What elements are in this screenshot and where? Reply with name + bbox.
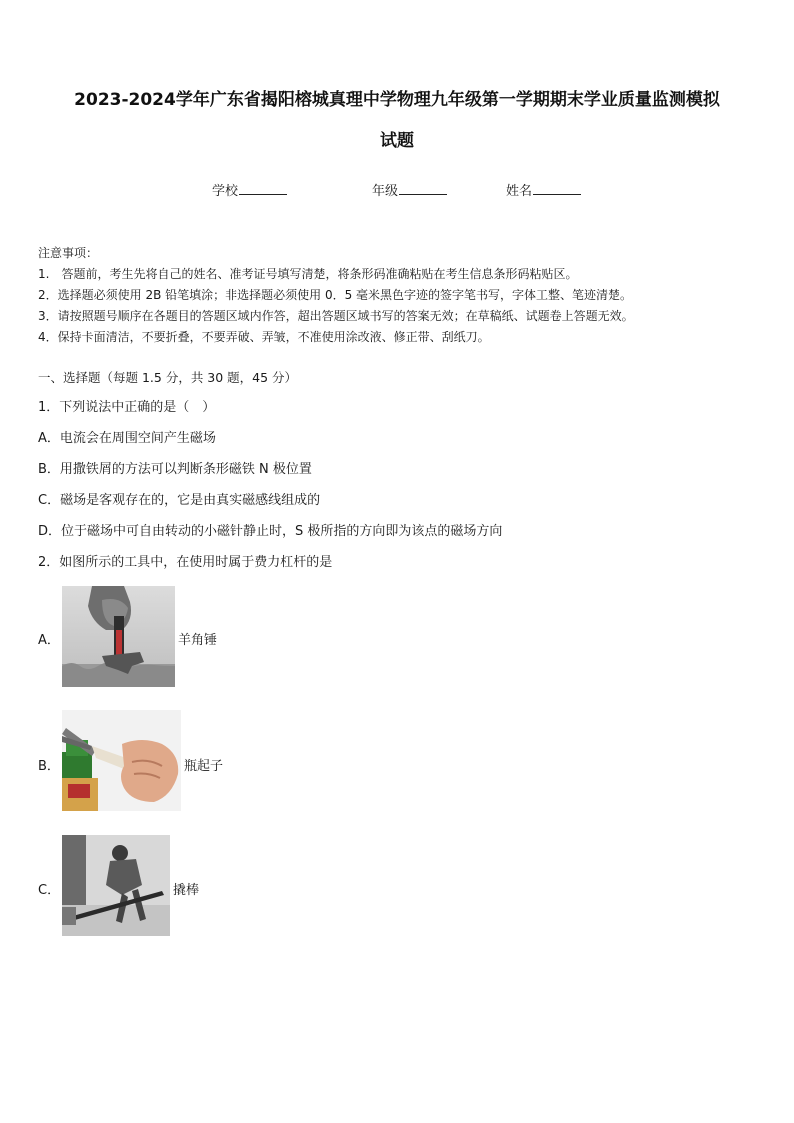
bottle-opener-photo-icon bbox=[62, 710, 181, 811]
grade-label: 年级 bbox=[372, 184, 399, 199]
question-1-option-c[interactable]: C．磁场是客观存在的，它是由真实磁感线组成的 bbox=[38, 493, 321, 508]
question-2-option-b-label[interactable]: B． bbox=[38, 759, 60, 774]
question-1-option-a[interactable]: A．电流会在周围空间产生磁场 bbox=[38, 431, 216, 446]
school-blank[interactable] bbox=[239, 180, 287, 195]
crowbar-photo-icon bbox=[62, 835, 170, 936]
hammer-photo-icon bbox=[62, 586, 175, 687]
question-1-option-d[interactable]: D．位于磁场中可自由转动的小磁针静止时，S 极所指的方向即为该点的磁场方向 bbox=[38, 524, 503, 539]
notice-item: 1. 答题前，考生先将自己的姓名、准考证号填写清楚，将条形码准确粘贴在考生信息条形码粘贴区。 bbox=[38, 267, 578, 281]
notice-heading: 注意事项： bbox=[38, 246, 99, 260]
name-blank[interactable] bbox=[533, 180, 581, 195]
grade-blank[interactable] bbox=[399, 180, 447, 195]
school-label: 学校 bbox=[212, 184, 239, 199]
section-heading: 一、选择题（每题 1.5 分，共 30 题，45 分） bbox=[38, 370, 298, 385]
notice-item: 3．请按照题号顺序在各题目的答题区域内作答，超出答题区域书写的答案无效；在草稿纸、试题卷上答题无效。 bbox=[38, 309, 634, 323]
question-2-option-a-label[interactable]: A． bbox=[38, 633, 60, 648]
page-title-line2: 试题 bbox=[380, 131, 414, 151]
grade-field[interactable] bbox=[372, 180, 447, 199]
page-title-line1: 2023-2024学年广东省揭阳榕城真理中学物理九年级第一学期期末学业质量监测模拟 bbox=[74, 90, 720, 110]
question-2-option-c-text[interactable]: 撬棒 bbox=[173, 883, 200, 898]
notice-item: 2．选择题必须使用 2B 铅笔填涂；非选择题必须使用 0．5 毫米黑色字迹的签字笔书写，字体工整、笔迹清楚。 bbox=[38, 288, 633, 302]
question-2-option-b-text[interactable]: 瓶起子 bbox=[184, 759, 224, 774]
question-2-option-a-text[interactable]: 羊角锤 bbox=[178, 633, 218, 648]
notice-item: 4．保持卡面清洁，不要折叠，不要弄破、弄皱，不准使用涂改液、修正带、刮纸刀。 bbox=[38, 330, 490, 344]
question-2-option-c-label[interactable]: C． bbox=[38, 883, 61, 898]
question-1-option-b[interactable]: B．用撒铁屑的方法可以判断条形磁铁 N 极位置 bbox=[38, 462, 312, 477]
question-2-stem: 2．如图所示的工具中，在使用时属于费力杠杆的是 bbox=[38, 555, 333, 570]
student-info-row bbox=[0, 180, 794, 200]
name-label: 姓名 bbox=[506, 184, 533, 199]
school-field[interactable] bbox=[212, 180, 287, 199]
question-1-stem: 1．下列说法中正确的是（ ） bbox=[38, 400, 216, 415]
name-field[interactable] bbox=[506, 180, 581, 199]
